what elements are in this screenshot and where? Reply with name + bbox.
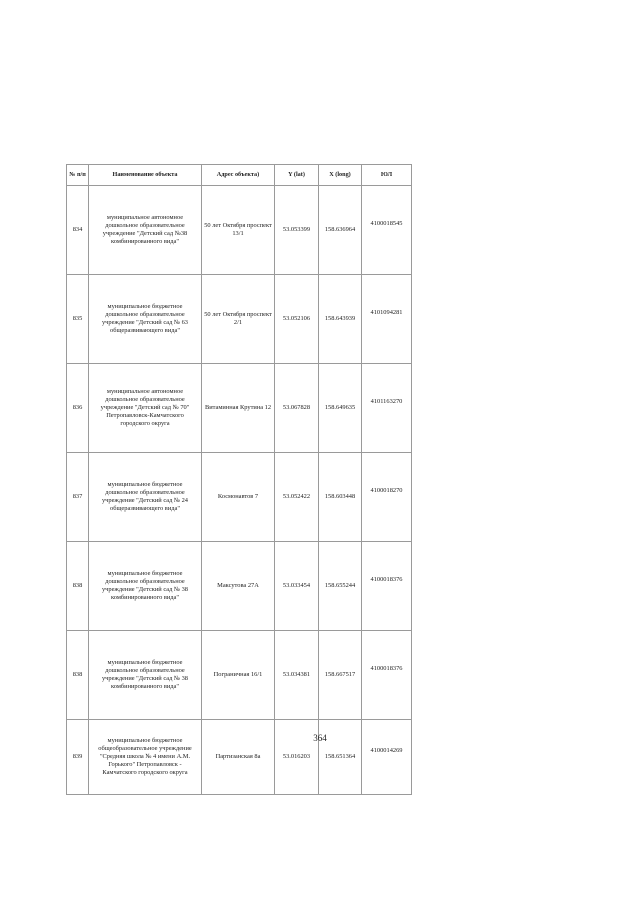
header-name: Наименование объекта (89, 165, 202, 186)
cell-name: муниципальное автономное дошкольное образовательное учреждение "Детский сад №38 комбинированного вида" (89, 186, 202, 275)
cell-id-value: 4101094281 (370, 309, 403, 316)
cell-lon: 158.655244 (319, 542, 362, 631)
page-number: 364 (313, 733, 327, 743)
cell-name: муниципальное бюджетное дошкольное образовательное учреждение "Детский сад № 63 общеразвивающего вида" (89, 275, 202, 364)
cell-lon: 158.651364 (319, 720, 362, 795)
header-address: Адрес объекта) (202, 165, 275, 186)
cell-id (362, 364, 412, 453)
table-row (67, 275, 412, 364)
cell-num: 838 (67, 542, 89, 631)
table-row (67, 364, 412, 453)
table-row (67, 542, 412, 631)
cell-lat: 53.016203 (275, 720, 319, 795)
cell-lon: 158.667517 (319, 631, 362, 720)
cell-lat: 53.034381 (275, 631, 319, 720)
table-row (67, 453, 412, 542)
cell-id (362, 453, 412, 542)
cell-id-value: 4100018545 (370, 220, 403, 227)
cell-lon: 158.603448 (319, 453, 362, 542)
header-lon: X (long) (319, 165, 362, 186)
cell-name: муниципальное бюджетное дошкольное образовательное учреждение "Детский сад № 38 комбинированного вида" (89, 631, 202, 720)
table-row (67, 720, 412, 795)
table-row (67, 186, 412, 275)
cell-address: Партизанская 8а (202, 720, 275, 795)
cell-address: 50 лет Октября проспект 2/1 (202, 275, 275, 364)
cell-lat: 53.033454 (275, 542, 319, 631)
cell-address: Витаминная Крутина 12 (202, 364, 275, 453)
cell-id-value: 4100018270 (370, 487, 403, 494)
cell-id (362, 542, 412, 631)
cell-name: муниципальное бюджетное общеобразовательное учреждение "Средняя школа № 4 имени А.М. Горького" Петропавловск - Камчатского городского округа (89, 720, 202, 795)
cell-num: 835 (67, 275, 89, 364)
cell-lat: 53.053399 (275, 186, 319, 275)
cell-address: 50 лет Октября проспект 13/1 (202, 186, 275, 275)
cell-num: 837 (67, 453, 89, 542)
header-num: № п/п (67, 165, 89, 186)
objects-table (66, 164, 412, 795)
cell-id (362, 275, 412, 364)
cell-num: 834 (67, 186, 89, 275)
cell-num: 836 (67, 364, 89, 453)
table-header-row (67, 165, 412, 186)
cell-id-value: 4101163270 (370, 398, 403, 405)
cell-id (362, 186, 412, 275)
cell-address: Максутова 27А (202, 542, 275, 631)
cell-address: Пограничная 16/1 (202, 631, 275, 720)
cell-id-value: 4100014269 (370, 747, 403, 754)
table-row (67, 631, 412, 720)
cell-id-value: 4100018376 (370, 665, 403, 672)
cell-id (362, 720, 412, 795)
cell-id-value: 4100018376 (370, 576, 403, 583)
cell-lat: 53.052422 (275, 453, 319, 542)
cell-lon: 158.649635 (319, 364, 362, 453)
cell-lat: 53.067828 (275, 364, 319, 453)
cell-num: 839 (67, 720, 89, 795)
header-id: ЮЛ (362, 165, 412, 186)
cell-num: 838 (67, 631, 89, 720)
cell-lon: 158.643939 (319, 275, 362, 364)
cell-name: муниципальное бюджетное дошкольное образовательное учреждение "Детский сад № 24 общеразвивающего вида" (89, 453, 202, 542)
cell-address: Космонавтов 7 (202, 453, 275, 542)
cell-id (362, 631, 412, 720)
cell-name: муниципальное бюджетное дошкольное образовательное учреждение "Детский сад № 38 комбинированного вида" (89, 542, 202, 631)
cell-name: муниципальное автономное дошкольное образовательное учреждение "Детский сад № 70" Петропавловск-Камчатского городского округа (89, 364, 202, 453)
cell-lon: 158.636964 (319, 186, 362, 275)
cell-lat: 53.052106 (275, 275, 319, 364)
header-lat: Y (lat) (275, 165, 319, 186)
